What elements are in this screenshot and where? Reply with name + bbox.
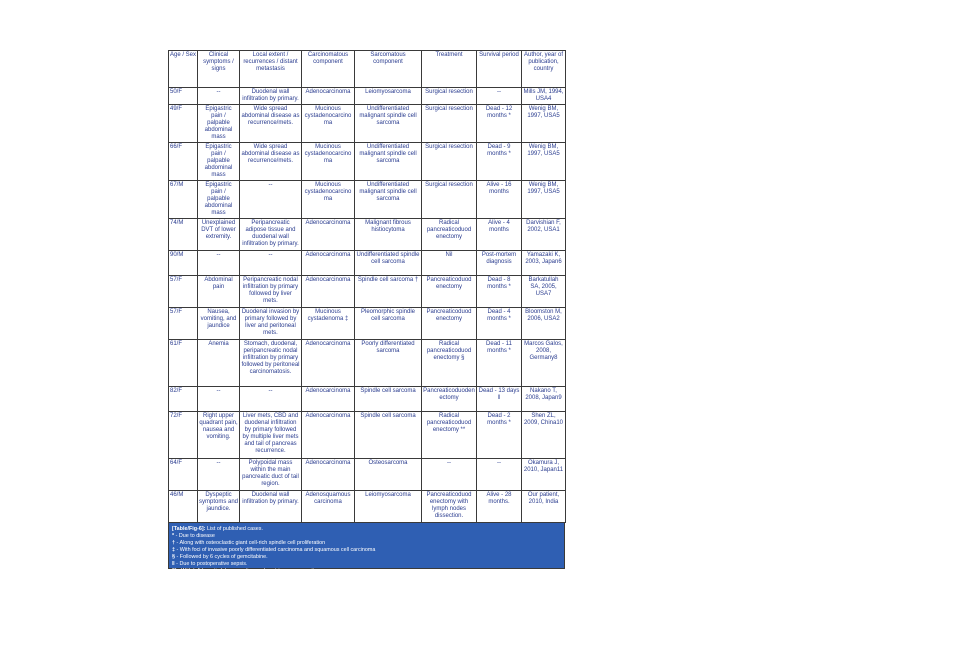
cell-carcinomatous: Adenocarcinoma [302,276,355,308]
cell-clinical-signs: Nausea, vomiting, and jaundice [198,308,240,340]
cell-local-extent: Wide spread abdominal disease as recurrence/mets. [240,143,302,181]
table-body [169,88,566,523]
cell-treatment: Pancreaticoduoden ectomy [422,387,477,412]
table-row [169,251,566,276]
cell-clinical-signs: Anemia [198,340,240,387]
cell-sarcomatous: Pleomorphic spindle cell sarcoma [355,308,422,340]
cell-age-sex: 46/M [169,491,198,523]
footnote-symbol: ‖ [172,561,175,567]
table-header-row [169,51,566,88]
cell-sarcomatous: Spindle cell sarcoma [355,412,422,459]
cell-treatment: -- [422,459,477,491]
table-row [169,308,566,340]
cell-clinical-signs: -- [198,251,240,276]
header-treatment: Treatment [422,51,477,88]
cell-treatment: Radical pancreaticoduod enectomy § [422,340,477,387]
cell-clinical-signs: -- [198,387,240,412]
cell-carcinomatous: Adenosquamous carcinoma [302,491,355,523]
cell-local-extent: Peripancreatic nodal infiltration by primary followed by liver mets. [240,276,302,308]
cell-local-extent: Duodenal wall infiltration by primary. [240,491,302,523]
cell-local-extent: -- [240,181,302,219]
cell-age-sex: 57/F [169,308,198,340]
cell-survival: -- [477,88,522,105]
cell-age-sex: 67/M [169,181,198,219]
cell-sarcomatous: Poorly differentiated sarcoma [355,340,422,387]
cell-survival: -- [477,459,522,491]
footnote [172,533,561,540]
footnote-text: - With foci of invasive poorly differentiated carcinoma and squamous cell carcinoma [175,547,376,553]
header-author: Author, year of publication, country [522,51,566,88]
cell-sarcomatous: Spindle cell sarcoma † [355,276,422,308]
cell-local-extent: Peripancreatic adipose tissue and duodenal wall infiltration by primary. [240,219,302,251]
cell-carcinomatous: Mucinous cystadenocarcinoma [302,181,355,219]
cell-carcinomatous: Adenocarcinoma [302,387,355,412]
footnote-symbol: ** [172,568,177,574]
cell-age-sex: 61/F [169,340,198,387]
cell-age-sex: 66/F [169,143,198,181]
cell-sarcomatous: Undifferentiated spindle cell sarcoma [355,251,422,276]
cell-sarcomatous: Malignant fibrous histiocytoma [355,219,422,251]
cell-clinical-signs: Unexplained DVT of lower extremity. [198,219,240,251]
caption-text: List of published cases. [205,526,263,532]
published-cases-table [168,50,566,523]
cell-treatment: Surgical resection [422,105,477,143]
table-row [169,88,566,105]
cell-survival: Alive - 4 months [477,219,522,251]
cell-local-extent: Stomach, duodenal, peripancreatic nodal infiltration by primary followed by peritoneal carcinomatosis. [240,340,302,387]
cell-survival: Dead - 4 months * [477,308,522,340]
cell-carcinomatous: Adenocarcinoma [302,219,355,251]
cell-author: Okamura J, 2010, Japan11 [522,459,566,491]
cell-survival: Dead - 13 days ‖ [477,387,522,412]
cell-sarcomatous: Leiomyosarcoma [355,491,422,523]
header-age-sex: Age / Sex [169,51,198,88]
cell-author: Yamazaki K, 2003, Japan6 [522,251,566,276]
footnote-symbol: § [172,554,175,560]
table-row [169,491,566,523]
cell-carcinomatous: Mucinous cystadenoma ‡ [302,308,355,340]
cell-author: Darvishian F, 2002, USA1 [522,219,566,251]
cell-sarcomatous: Undifferentiated malignant spindle cell sarcoma [355,105,422,143]
cell-survival: Dead - 9 months * [477,143,522,181]
cell-age-sex: 72/F [169,412,198,459]
cell-clinical-signs: -- [198,459,240,491]
cell-author: Bloomston M, 2006, USA2 [522,308,566,340]
cell-survival: Alive - 28 months. [477,491,522,523]
table-row [169,105,566,143]
header-sarcomatous: Sarcomatous component [355,51,422,88]
cell-author: Shen ZL, 2009, China10 [522,412,566,459]
cell-treatment: Pancreaticoduod enectomy [422,276,477,308]
cell-survival: Dead - 8 months * [477,276,522,308]
cell-age-sex: 49/F [169,105,198,143]
footnote [172,547,561,554]
cell-sarcomatous: Osteosarcoma [355,459,422,491]
table-row [169,412,566,459]
cell-carcinomatous: Adenocarcinoma [302,340,355,387]
cell-author: Wenig BM, 1997, USA5 [522,181,566,219]
footnote [172,561,561,568]
cell-author: Mills JM, 1994, USA4 [522,88,566,105]
cell-sarcomatous: Undifferentiated malignant spindle cell sarcoma [355,143,422,181]
cell-survival: Dead - 12 months * [477,105,522,143]
cell-local-extent: -- [240,387,302,412]
table-row [169,387,566,412]
cell-survival: Dead - 11 months * [477,340,522,387]
cell-carcinomatous: Mucinous cystadenocarcinoma [302,143,355,181]
cell-local-extent: Liver mets, CBD and duodenal infiltration by primary followed by multiple liver mets and tail of pancreas recurrence. [240,412,302,459]
footnote-text: - Followed by 6 cycles of gemcitabine. [175,554,268,560]
header-carcinomatous: Carcinomatous component [302,51,355,88]
caption-title: [Table/Fig-6]: [172,526,206,532]
footnote-list [172,533,561,575]
cell-clinical-signs: Epigastric pain / palpable abdominal mass [198,143,240,181]
document-page [168,50,565,574]
cell-author: Wenig BM, 1997, USA5 [522,105,566,143]
cell-survival: Dead - 2 months * [477,412,522,459]
footnote-text: - With left hepatic lobe resection and gastric mass resection. [176,568,322,574]
cell-carcinomatous: Adenocarcinoma [302,459,355,491]
cell-treatment: Surgical resection [422,181,477,219]
cell-author: Our patient, 2010, India [522,491,566,523]
cell-clinical-signs: Epigastric pain / palpable abdominal mass [198,181,240,219]
cell-carcinomatous: Adenocarcinoma [302,412,355,459]
footnote-symbol: * [172,533,175,539]
cell-clinical-signs: Epigastric pain / palpable abdominal mass [198,105,240,143]
cell-treatment: Pancreaticoduod enectomy with lymph nodes dissection. [422,491,477,523]
cell-clinical-signs: Right upper quadrant pain, nausea and vomiting. [198,412,240,459]
table-caption [168,523,565,574]
table-row [169,276,566,308]
cell-clinical-signs: -- [198,88,240,105]
cell-clinical-signs: Abdominal pain [198,276,240,308]
cell-local-extent: -- [240,251,302,276]
cell-treatment: Radical pancreaticoduod enectomy [422,219,477,251]
cell-author: Wenig BM, 1997, USA5 [522,143,566,181]
cell-treatment: Surgical resection [422,143,477,181]
cell-sarcomatous: Undifferentiated malignant spindle cell sarcoma [355,181,422,219]
header-survival: Survival period [477,51,522,88]
footnote-text: - Due to postoperative sepsis. [174,561,248,567]
cell-survival: Post-mortem diagnosis [477,251,522,276]
cell-author: Barkatullah SA, 2005, USA7 [522,276,566,308]
footnote [172,540,561,547]
cell-age-sex: 90/M [169,251,198,276]
header-local-extent: Local extent / recurrences / distant metastasis [240,51,302,88]
cell-carcinomatous: Mucinous cystadenocarcinoma [302,105,355,143]
cell-clinical-signs: Dyspeptic symptoms and jaundice. [198,491,240,523]
cell-treatment: Surgical resection [422,88,477,105]
cell-treatment: Pancreaticoduod enectomy [422,308,477,340]
cell-author: Marcos Galos, 2008, Germany8 [522,340,566,387]
cell-local-extent: Polypoidal mass within the main pancreatic duct of tail region. [240,459,302,491]
header-clinical-signs: Clinical symptoms / signs [198,51,240,88]
cell-age-sex: 82/F [169,387,198,412]
cell-age-sex: 50/F [169,88,198,105]
cell-author: Nakano T, 2008, Japan9 [522,387,566,412]
cell-local-extent: Wide spread abdominal disease as recurrence/mets. [240,105,302,143]
caption-line [172,526,561,533]
footnote-symbol: † [172,540,175,546]
cell-age-sex: 64/F [169,459,198,491]
table-row [169,181,566,219]
cell-carcinomatous: Adenocarcinoma [302,251,355,276]
table-row [169,340,566,387]
cell-survival: Alive - 16 months [477,181,522,219]
cell-age-sex: 74/M [169,219,198,251]
footnote-text: - Due to disease [174,533,215,539]
cell-age-sex: 57/F [169,276,198,308]
cell-local-extent: Duodenal invasion by primary followed by liver and peritoneal mets. [240,308,302,340]
table-row [169,459,566,491]
footnote-symbol: ‡ [172,547,175,553]
table-row [169,219,566,251]
footnote-text: - Along with osteoclastic giant cell-rich spindle cell proliferation [175,540,326,546]
footnote [172,568,561,575]
cell-treatment: Radical pancreaticoduod enectomy ** [422,412,477,459]
footnote [172,554,561,561]
cell-local-extent: Duodenal wall infiltration by primary. [240,88,302,105]
cell-sarcomatous: Spindle cell sarcoma [355,387,422,412]
cell-sarcomatous: Leiomyosarcoma [355,88,422,105]
table-row [169,143,566,181]
cell-carcinomatous: Adenocarcinoma [302,88,355,105]
cell-treatment: Nil [422,251,477,276]
